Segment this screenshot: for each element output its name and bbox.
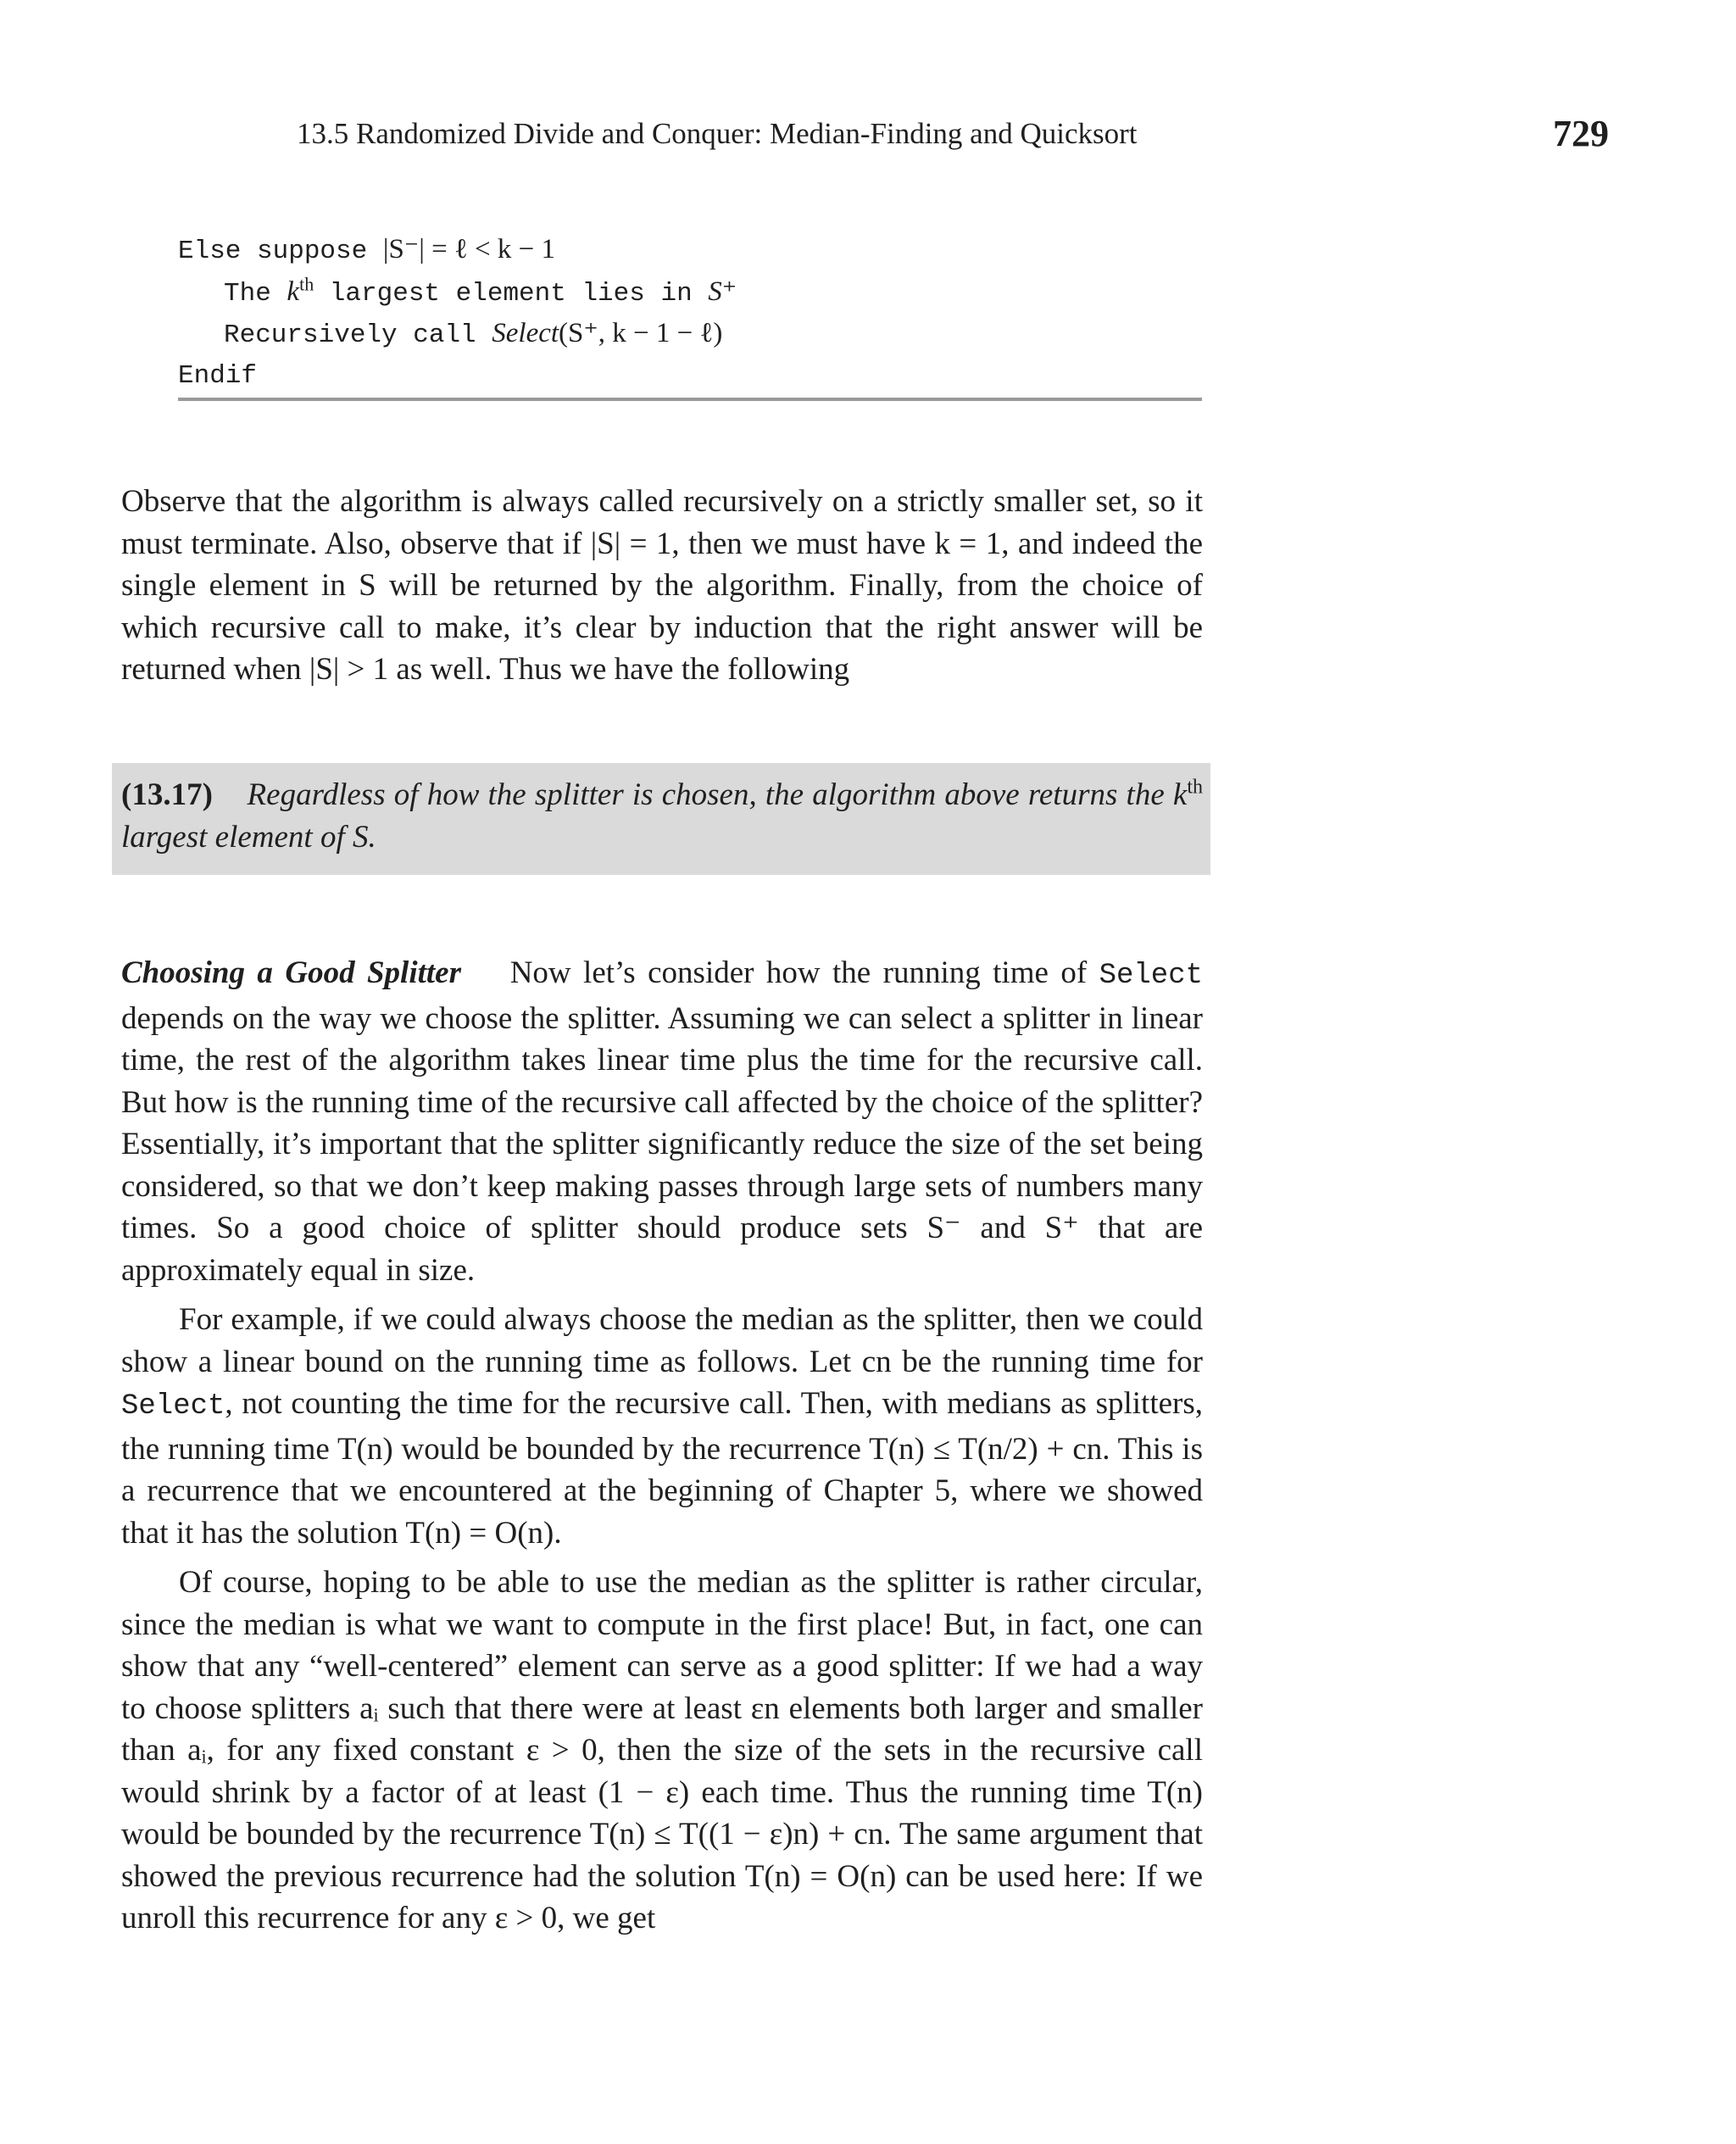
- code-args: (S⁺, k − 1 − ℓ): [559, 318, 723, 348]
- section-heading: Choosing a Good Splitter: [121, 955, 462, 990]
- theorem-statement: Regardless of how the splitter is chosen, the algorithm above returns the $k^{th}$ largest element of S.: [121, 776, 1203, 855]
- code-keyword: largest element lies in: [314, 278, 709, 309]
- code-keyword: The: [224, 278, 287, 309]
- code-math: S⁺: [708, 276, 737, 307]
- page-number: 729: [1553, 113, 1609, 154]
- code-function-name: Select: [492, 318, 559, 348]
- running-head: 13.5 Randomized Divide and Conquer: Median-Finding and Quicksort: [297, 117, 1138, 150]
- code-keyword: Recursively call: [224, 320, 492, 350]
- code-keyword: Endif: [178, 360, 258, 391]
- theorem-number: (13.17): [121, 777, 213, 812]
- code-math-k: k: [287, 276, 300, 307]
- code-ref-select: Select: [121, 1390, 225, 1423]
- paragraph-choosing-splitter: Choosing a Good Splitter Now let’s consider how the running time of Select depends on the way we choose the splitter. Assuming we can select a splitter in linear time, the rest of the algorithm takes linear time plus the time for the recursive call. But how is the running time of the recursive call affected by the choice of the splitter? Essentially, it’s important that the splitter significantly reduce the size of the set being considered, so that we don’t keep making passes through large sets of numbers many times. So a good choice of splitter should produce sets S⁻ and S⁺ that are approximately equal in size.: [121, 955, 1203, 1288]
- code-math: |S⁻| = ℓ < k − 1: [382, 234, 555, 265]
- code-ref-select: Select: [1099, 960, 1203, 992]
- code-line-else: [178, 229, 1202, 271]
- theorem-13-17: [121, 774, 1203, 858]
- paragraph-well-centered: Of course, hoping to be able to use the median as the splitter is rather circular, since the median is what we want to compute in the first place! But, in fact, one can show that any “well-centered” element can serve as a good splitter: If we had a way to choose splitters aᵢ such that there were at least εn elements both larger and smaller than aᵢ, for any fixed constant ε > 0, then the size of the sets in the recursive call would shrink by a factor of at least (1 − ε) each time. Thus the running time T(n) would be bounded by the recurrence T(n) ≤ T((1 − ε)n) + cn. The same argument that showed the previous recurrence had the solution T(n) = O(n) can be used here: If we unroll this recurrence for any ε > 0, we get: [121, 1565, 1203, 1935]
- code-bottom-rule: [178, 398, 1202, 401]
- code-sup-th: th: [299, 273, 314, 295]
- code-line-recursive: [178, 313, 1202, 355]
- paragraph-observe: Observe that the algorithm is always called recursively on a strictly smaller set, so it must terminate. Also, observe that if |S| = 1, then we must have k = 1, and indeed the single element in S will be returned by the algorithm. Finally, from the choice of which recursive call to make, it’s clear by induction that the right answer will be returned when |S| > 1 as well. Thus we have the following: [121, 484, 1203, 687]
- paragraph-median-example: For example, if we could always choose the median as the splitter, then we could show a linear bound on the running time as follows. Let cn be the running time for Select, not counting the time for the recursive call. Then, with medians as splitters, the running time T(n) would be bounded by the recurrence T(n) ≤ T(n/2) + cn. This is a recurrence that we encountered at the beginning of Chapter 5, where we showed that it has the solution T(n) = O(n).: [121, 1302, 1203, 1551]
- code-line-kth: [178, 271, 1202, 314]
- pseudocode-block: [178, 229, 1202, 397]
- code-keyword: Else suppose: [178, 237, 383, 266]
- code-line-endif: [178, 355, 1202, 398]
